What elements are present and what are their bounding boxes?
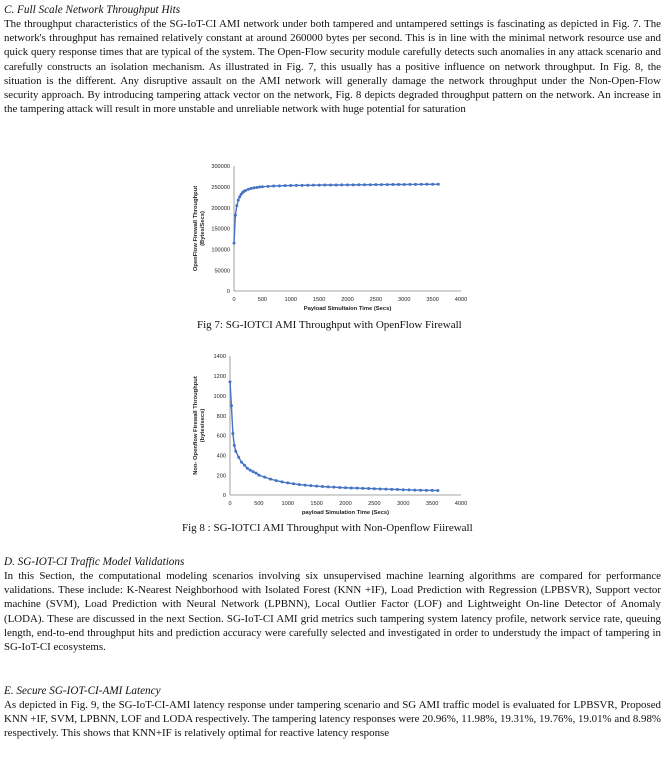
data-point bbox=[367, 487, 370, 490]
x-tick-label: 2000 bbox=[339, 501, 352, 507]
data-point bbox=[249, 469, 252, 472]
y-tick-label: 100000 bbox=[211, 247, 230, 254]
data-point bbox=[402, 488, 405, 491]
data-point bbox=[298, 483, 301, 486]
y-tick-label: 200 bbox=[216, 473, 226, 480]
data-point bbox=[286, 481, 289, 484]
x-tick-label: 500 bbox=[254, 501, 264, 507]
section-e-heading: E. Secure SG-IOT-CI-AMI Latency bbox=[4, 685, 161, 697]
data-point bbox=[352, 183, 355, 186]
data-point bbox=[425, 183, 428, 186]
section-c-heading: C. Full Scale Network Throughput Hits bbox=[4, 4, 181, 16]
series-line bbox=[230, 382, 438, 491]
y-axis-label: OpenFlow Firewall Throughput bbox=[193, 185, 199, 272]
data-point bbox=[436, 489, 439, 492]
data-point bbox=[234, 214, 237, 217]
data-point bbox=[229, 380, 232, 383]
data-point bbox=[408, 488, 411, 491]
data-point bbox=[340, 183, 343, 186]
x-tick-label: 1500 bbox=[312, 297, 326, 303]
data-point bbox=[373, 487, 376, 490]
figure-7-caption: Fig 7: SG-IOTCI AMI Throughput with OpenFlow Firewall bbox=[197, 319, 462, 331]
data-point bbox=[384, 488, 387, 491]
data-point bbox=[374, 183, 377, 186]
data-point bbox=[306, 184, 309, 187]
y-tick-label: 400 bbox=[216, 453, 226, 460]
y-tick-label: 200000 bbox=[211, 205, 230, 212]
x-tick-label: 0 bbox=[228, 501, 232, 507]
data-point bbox=[237, 456, 240, 459]
data-point bbox=[323, 184, 326, 187]
y-tick-label: 50000 bbox=[214, 268, 230, 275]
data-point bbox=[243, 464, 246, 467]
x-tick-label: 2000 bbox=[341, 297, 354, 303]
x-tick-label: 3000 bbox=[398, 297, 411, 303]
x-tick-label: 3500 bbox=[426, 297, 439, 303]
y-axis-label: (Bytes/Secs) bbox=[200, 211, 206, 246]
series-line bbox=[234, 184, 438, 243]
data-point bbox=[252, 470, 255, 473]
x-tick-label: 1500 bbox=[310, 501, 323, 507]
data-point bbox=[344, 486, 347, 489]
data-point bbox=[312, 184, 315, 187]
y-axis-label: Non- Openflow Firewall Throughput bbox=[193, 376, 199, 475]
data-point bbox=[252, 186, 255, 189]
data-point bbox=[258, 186, 261, 189]
data-point bbox=[431, 183, 434, 186]
data-point bbox=[263, 476, 266, 479]
x-tick-label: 3000 bbox=[397, 501, 410, 507]
data-point bbox=[419, 489, 422, 492]
y-tick-label: 300000 bbox=[211, 164, 230, 171]
data-point bbox=[315, 485, 318, 488]
data-point bbox=[234, 450, 237, 453]
data-point bbox=[237, 199, 240, 202]
data-point bbox=[356, 487, 359, 490]
x-tick-label: 1000 bbox=[284, 297, 297, 303]
data-point bbox=[257, 474, 260, 477]
x-axis-label: Payload Simultaion Time (Secs) bbox=[303, 306, 392, 312]
data-point bbox=[231, 432, 234, 435]
data-point bbox=[327, 485, 330, 488]
data-point bbox=[391, 183, 394, 186]
data-point bbox=[396, 488, 399, 491]
y-tick-label: 250000 bbox=[211, 185, 230, 192]
data-point bbox=[233, 242, 236, 245]
data-point bbox=[247, 188, 250, 191]
y-tick-label: 800 bbox=[216, 413, 226, 420]
x-tick-label: 4000 bbox=[454, 297, 468, 303]
data-point bbox=[309, 484, 312, 487]
data-point bbox=[304, 484, 307, 487]
figure-7-chart bbox=[185, 158, 485, 320]
section-e-paragraph: As depicted in Fig. 9, the SG-IoT-CI-AMI latency response under tampering scenario and SG AMI traffic model is evaluated for LPBSVR, Proposed KNN +IF, SVM, LPBNN, LOF and LODA respectively. The tampering latency responses were 20.96%, 11.98%, 19.31%, 19.76%, 19.01% and 8.98% respectively. This shows that KNN+IF is relatively optimal for reactive latency response bbox=[4, 699, 661, 740]
y-tick-label: 1000 bbox=[213, 393, 226, 400]
data-point bbox=[403, 183, 406, 186]
data-point bbox=[233, 444, 236, 447]
data-point bbox=[269, 478, 272, 481]
section-d-heading: D. SG-IOT-CI Traffic Model Validations bbox=[4, 556, 185, 568]
data-point bbox=[361, 487, 364, 490]
data-point bbox=[431, 489, 434, 492]
x-tick-label: 0 bbox=[232, 297, 236, 303]
data-point bbox=[289, 184, 292, 187]
y-tick-label: 150000 bbox=[211, 226, 230, 233]
data-point bbox=[390, 488, 393, 491]
data-point bbox=[240, 461, 243, 464]
data-point bbox=[292, 482, 295, 485]
data-point bbox=[254, 472, 257, 475]
data-point bbox=[414, 183, 417, 186]
data-point bbox=[295, 184, 298, 187]
data-point bbox=[335, 183, 338, 186]
data-point bbox=[278, 184, 281, 187]
data-point bbox=[408, 183, 411, 186]
data-point bbox=[244, 189, 247, 192]
data-point bbox=[380, 183, 383, 186]
data-point bbox=[280, 480, 283, 483]
section-c-paragraph: The throughput characteristics of the SG-IoT-CI AMI network under both tampered and untampered settings is fascinating as depicted in Fig. 7. The network's throughput has remained relatively constant at around 260000 bytes per second. This is in line with the minimal network resource use and quick query response times that are typical of the system. The Open-Flow security module carefully detects such anomalies in any attack scenario and carefully constructs an isolation mechanism. As illustrated in Fig. 7, this usually has a positive influence on network throughput. In Fig. 8, the situation is the different. Any disruptive assault on the AMI network will generally damage the network throughput under the Non-Open-Flow security approach. By introducing tampering attack vector on the network, Fig. 8 depicts degraded throughput pattern on the network. An increase in the tampering attack will result in more unstable and unreliable network with huge potential for saturation bbox=[4, 18, 661, 116]
data-point bbox=[338, 486, 341, 489]
y-axis-label: (bytes/secs) bbox=[200, 408, 206, 443]
data-point bbox=[246, 467, 249, 470]
data-point bbox=[235, 204, 238, 207]
x-axis-label: payload Simulation Time (Secs) bbox=[301, 510, 390, 516]
data-point bbox=[369, 183, 372, 186]
data-point bbox=[386, 183, 389, 186]
data-point bbox=[301, 184, 304, 187]
data-point bbox=[357, 183, 360, 186]
data-point bbox=[437, 183, 440, 186]
data-point bbox=[332, 486, 335, 489]
x-tick-label: 500 bbox=[257, 297, 268, 303]
y-tick-label: 600 bbox=[216, 433, 226, 440]
data-point bbox=[284, 184, 287, 187]
x-tick-label: 2500 bbox=[369, 297, 383, 303]
data-point bbox=[272, 185, 275, 188]
figure-8-caption: Fig 8 : SG-IOTCI AMI Throughput with Non-Openflow Fiirewall bbox=[182, 522, 473, 534]
data-point bbox=[321, 485, 324, 488]
data-point bbox=[250, 187, 253, 190]
data-point bbox=[363, 183, 366, 186]
section-d-paragraph: In this Section, the computational modeling scenarios involving six unsupervised machine learning algorithms are compared for performance validations. These include: K-Nearest Neighborhood with Isolated Forest (KNN +IF), Load Prediction with Regression (LPBSVR), Support vector machine (SVM), Load Prediction with Neural Network (LPBNN), Local Outlier Factor (LOF) and Lightweight On-line Detector of Anomaly (LODA). These are discussed in the next Section. SG-IoT-CI AMI grid metrics such tampering system latency profile, network service rate, queuing length, end-to-end throughput hits and prediction accuracy were carefully selected and investigated in order to understudy the impact of tampering in SG-IoT-CI ecosystems. bbox=[4, 570, 661, 654]
x-tick-label: 2500 bbox=[368, 501, 381, 507]
figure-8-chart bbox=[185, 348, 485, 518]
data-point bbox=[397, 183, 400, 186]
data-point bbox=[413, 489, 416, 492]
x-tick-label: 4000 bbox=[454, 501, 468, 507]
data-point bbox=[420, 183, 423, 186]
data-point bbox=[346, 183, 349, 186]
data-point bbox=[350, 486, 353, 489]
data-point bbox=[230, 404, 233, 407]
x-tick-label: 3500 bbox=[425, 501, 439, 507]
data-point bbox=[255, 186, 258, 189]
data-point bbox=[329, 184, 332, 187]
y-tick-label: 0 bbox=[226, 289, 230, 296]
y-tick-label: 0 bbox=[222, 493, 226, 500]
data-point bbox=[318, 184, 321, 187]
x-tick-label: 1000 bbox=[281, 501, 294, 507]
y-tick-label: 1400 bbox=[213, 354, 226, 361]
data-point bbox=[261, 185, 264, 188]
data-point bbox=[267, 185, 270, 188]
y-tick-label: 1200 bbox=[213, 374, 226, 381]
data-point bbox=[275, 479, 278, 482]
data-point bbox=[425, 489, 428, 492]
data-point bbox=[379, 487, 382, 490]
